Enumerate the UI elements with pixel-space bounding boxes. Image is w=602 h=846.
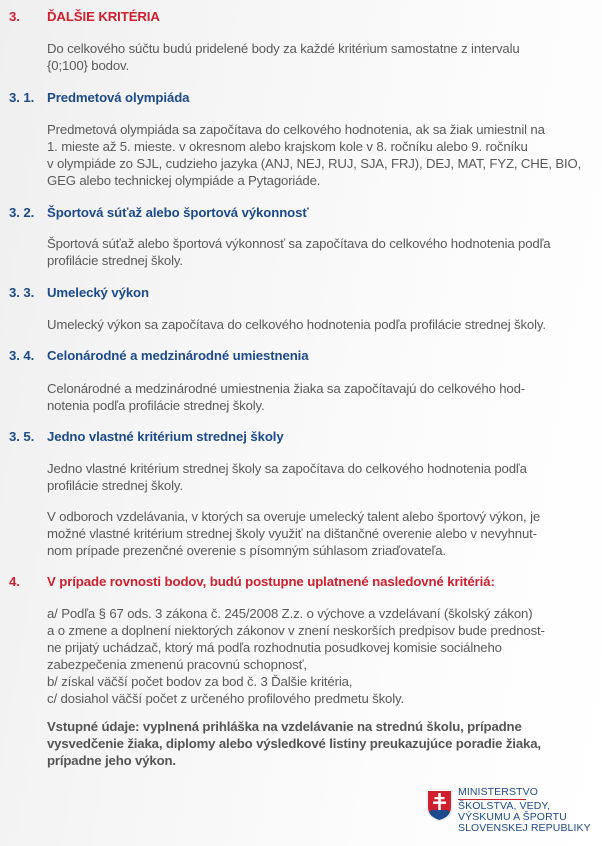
section-number: 3. 2. xyxy=(9,205,35,220)
text-line: Jedno vlastné kritérium strednej školy sa započítava do celkového hodnotenia podľa xyxy=(47,461,527,476)
section-title: ĎALŠIE KRITÉRIA xyxy=(47,9,160,24)
text-line: možné vlastné kritérium strednej školy využiť na dištančné overenie alebo v nevyhnut- xyxy=(47,526,537,541)
text-line: vysvedčenie žiaka, diplomy alebo výsledkové listiny preukazujúce poradie žiaka, xyxy=(47,736,541,751)
section-number: 4. xyxy=(9,574,20,589)
text-line: a o zmene a doplnení niektorých zákonov v znení neskorších predpisov bude prednost- xyxy=(47,623,545,638)
text-line: c/ dosiahol väčší počet z určeného profilového predmetu školy. xyxy=(47,691,404,706)
input-data-note xyxy=(47,718,595,769)
ministry-name xyxy=(458,787,591,834)
logo-line: ŠKOLSTVA, VEDY, xyxy=(458,800,551,812)
section-3-5-paragraph-1 xyxy=(47,460,595,494)
text-line: profilácie strednej školy. xyxy=(47,253,183,268)
text-line: b/ získal väčší počet bodov za bod č. 3 Ďalšie kritéria, xyxy=(47,674,353,689)
text-line: {0;100} bodov. xyxy=(47,58,129,73)
logo-line: SLOVENSKEJ REPUBLIKY xyxy=(458,822,591,834)
text-line: nom prípade prezenčné overenie s písomným súhlasom zriaďovateľa. xyxy=(47,543,446,558)
section-number: 3. 5. xyxy=(9,429,35,444)
section-4-criteria-list xyxy=(47,605,595,707)
logo-line: VÝSKUMU A ŠPORTU xyxy=(458,811,567,823)
text-line: profilácie strednej školy. xyxy=(47,478,183,493)
section-number: 3. xyxy=(9,9,20,24)
text-line: GEG alebo technickej olympiáde a Pytagoriáde. xyxy=(47,173,321,188)
section-number: 3. 1. xyxy=(9,90,35,105)
section-3-3-paragraph xyxy=(47,316,595,333)
text-line: Predmetová olympiáda sa započítava do celkového hodnotenia, ak sa žiak umiestnil na xyxy=(47,122,545,137)
text-line: Do celkového súčtu budú pridelené body za každé kritérium samostatne z intervalu xyxy=(47,41,520,56)
section-title: Umelecký výkon xyxy=(47,285,149,300)
text-line: a/ Podľa § 67 ods. 3 zákona č. 245/2008 Z.z. o výchove a vzdelávaní (školský zákon) xyxy=(47,606,533,621)
section-title: Celonárodné a medzinárodné umiestnenia xyxy=(47,348,309,363)
text-line: notenia podľa profilácie strednej školy. xyxy=(47,398,265,413)
text-line: V odboroch vzdelávania, v ktorých sa overuje umelecký talent alebo športový výkon, je xyxy=(47,509,541,524)
text-line: 1. mieste až 5. mieste. v okresnom alebo krajskom kole v 8. ročníku alebo 9. ročníku xyxy=(47,139,528,154)
ministry-logo xyxy=(426,787,596,837)
section-number: 3. 4. xyxy=(9,348,35,363)
text-line: ne prijatý uchádzač, ktorý má podľa rozhodnutia posudkovej komisie sociálneho xyxy=(47,640,502,655)
section-3-2-paragraph xyxy=(47,235,595,269)
text-line: v olympiáde zo SJL, cudzieho jazyka (ANJ, NEJ, RUJ, SJA, FRJ), DEJ, MAT, FYZ, CHE, BIO, xyxy=(47,156,582,171)
section-title: Športová súťaž alebo športová výkonnosť xyxy=(47,205,309,220)
text-line: Športová súťaž alebo športová výkonnosť sa započítava do celkového hodnotenia podľa xyxy=(47,236,551,251)
text-line: zabezpečenia zmenenú pracovnú schopnosť, xyxy=(47,657,307,672)
section-3-paragraph xyxy=(47,40,595,74)
section-title: Jedno vlastné kritérium strednej školy xyxy=(47,429,284,444)
text-line: Vstupné údaje: vyplnená prihláška na vzdelávanie na strednú školu, prípadne xyxy=(47,719,522,734)
section-title: V prípade rovnosti bodov, budú postupne uplatnené nasledovné kritériá: xyxy=(47,574,495,589)
text-line: Celonárodné a medzinárodné umiestnenia žiaka sa započítavajú do celkového hod- xyxy=(47,381,526,396)
text-line: prípadne jeho výkon. xyxy=(47,753,176,768)
slovak-coat-of-arms-icon xyxy=(426,789,453,822)
section-3-5-paragraph-2 xyxy=(47,508,595,559)
section-number: 3. 3. xyxy=(9,285,35,300)
section-title: Predmetová olympiáda xyxy=(47,90,190,105)
text-line: Umelecký výkon sa započítava do celkového hodnotenia podľa profilácie strednej školy. xyxy=(47,317,546,332)
section-3-4-paragraph xyxy=(47,380,595,414)
section-3-1-paragraph xyxy=(47,121,595,189)
logo-line: MINISTERSTVO xyxy=(458,786,538,798)
